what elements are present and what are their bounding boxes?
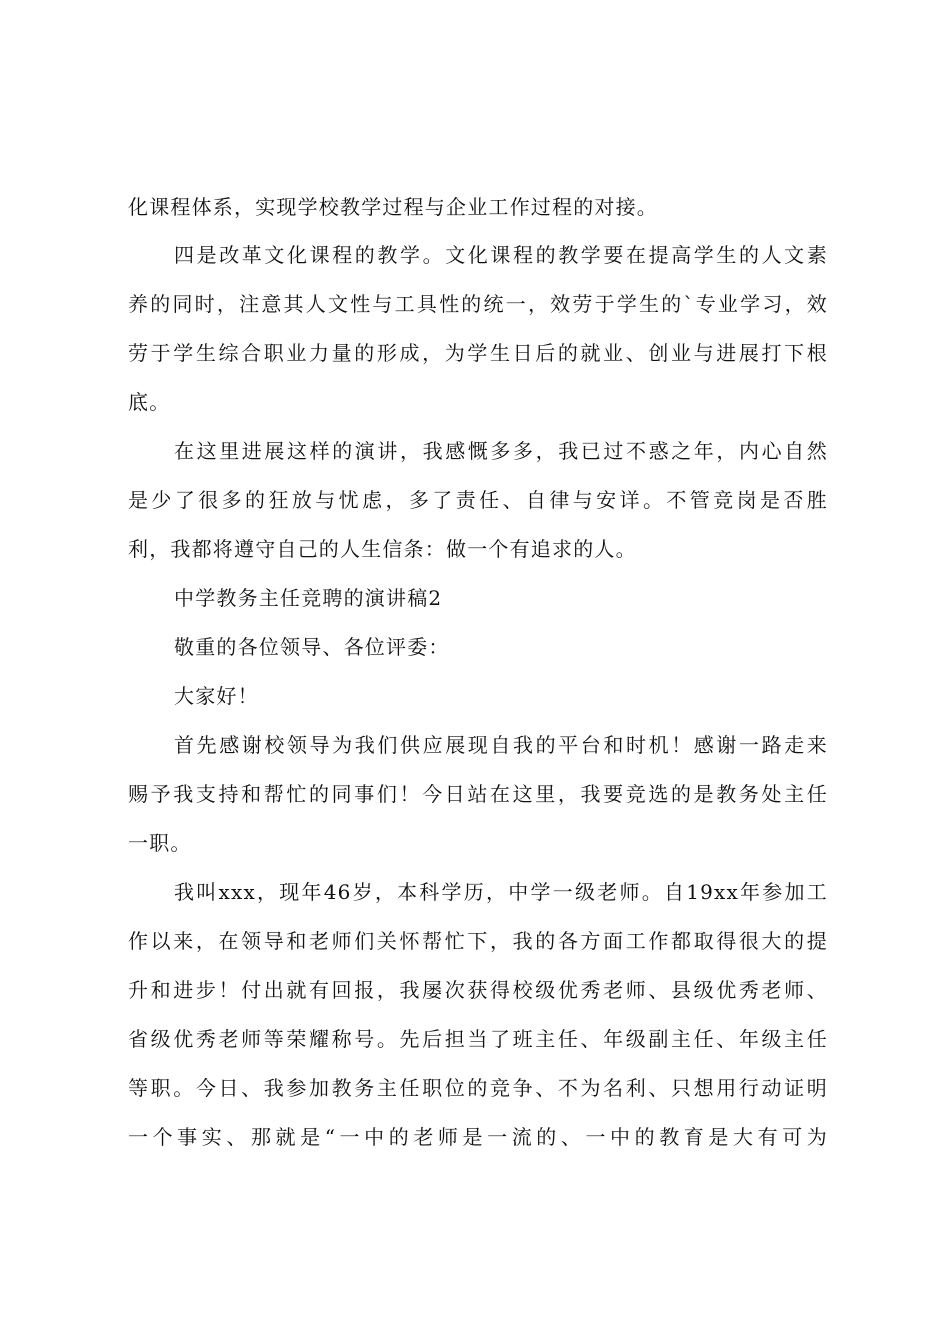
paragraph-line: 首先感谢校领导为我们供应展现自我的平台和时机！感谢一路走来	[174, 733, 828, 757]
paragraph-line: 化课程体系，实现学校教学过程与企业工作过程的对接。	[128, 195, 658, 219]
paragraph-line: 我叫xxx，现年46岁，本科学历，中学一级老师。自19xx年参加工	[174, 880, 828, 904]
paragraph-line: 养的同时，注意其人文性与工具性的统一，效劳于学生的`专业学习，效	[128, 292, 828, 316]
paragraph-line: 省级优秀老师等荣耀称号。先后担当了班主任、年级副主任、年级主任	[128, 1027, 828, 1051]
paragraph-line: 四是改革文化课程的教学。文化课程的教学要在提高学生的人文素	[174, 243, 828, 267]
paragraph-line: 是少了很多的狂放与忧虑，多了责任、自律与安详。不管竞岗是否胜	[128, 488, 828, 512]
greeting: 大家好！	[174, 684, 259, 708]
paragraph-line: 一个事实、那就是“一中的老师是一流的、一中的教育是大有可为	[128, 1125, 828, 1149]
paragraph-line: 底。	[128, 390, 171, 414]
paragraph-line: 作以来，在领导和老师们关怀帮忙下，我的各方面工作都取得很大的提	[128, 929, 828, 953]
paragraph-line: 升和进步！付出就有回报，我屡次获得校级优秀老师、县级优秀老师、	[128, 978, 828, 1002]
paragraph-line: 一职。	[128, 831, 192, 855]
section-title: 中学教务主任竞聘的演讲稿2	[174, 586, 443, 610]
salutation: 敬重的各位领导、各位评委：	[174, 635, 450, 659]
paragraph-line: 劳于学生综合职业力量的形成，为学生日后的就业、创业与进展打下根	[128, 341, 828, 365]
paragraph-line: 利，我都将遵守自己的人生信条：做一个有追求的人。	[128, 537, 637, 561]
paragraph-line: 等职。今日、我参加教务主任职位的竞争、不为名利、只想用行动证明	[128, 1076, 828, 1100]
paragraph-line: 赐予我支持和帮忙的同事们！今日站在这里，我要竞选的是教务处主任	[128, 782, 828, 806]
paragraph-line: 在这里进展这样的演讲，我感慨多多，我已过不惑之年，内心自然	[174, 439, 828, 463]
